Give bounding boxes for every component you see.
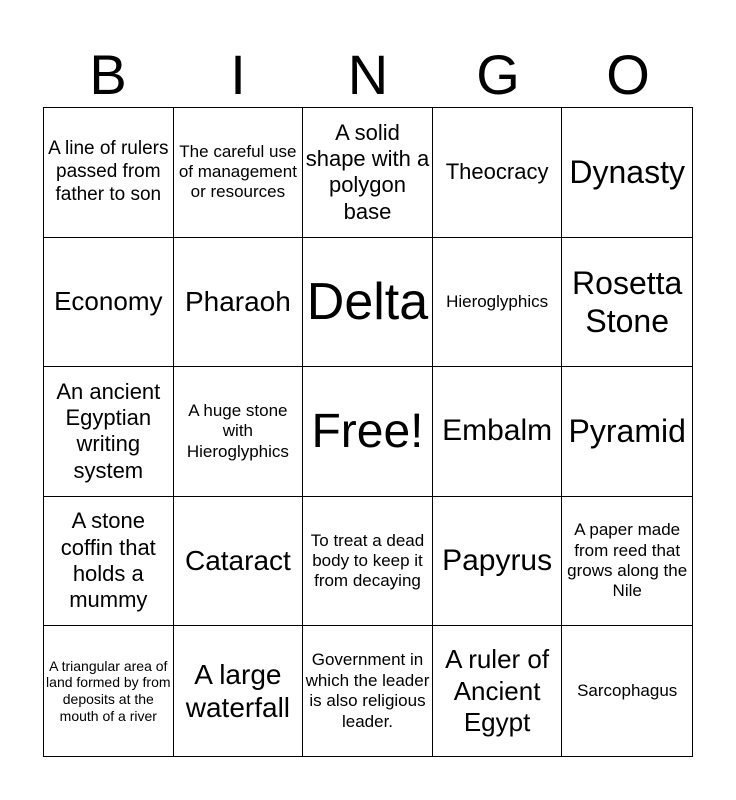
bingo-cell-text: Economy	[54, 286, 163, 317]
bingo-cell	[433, 238, 563, 368]
bingo-cell-text: A triangular area of land formed by from deposits at the mouth of a river	[46, 657, 171, 724]
bingo-cell-text: A huge stone with Hieroglyphics	[186, 400, 289, 461]
bingo-cell	[44, 238, 174, 368]
header-letter-b: B	[89, 43, 127, 106]
bingo-cell	[562, 367, 692, 497]
header-letter-o: O	[606, 43, 650, 106]
bingo-cell-text: Sarcophagus	[577, 681, 678, 700]
bingo-cell	[303, 367, 433, 497]
bingo-cell-text: A stone coffin that holds a mummy	[60, 508, 156, 613]
bingo-cell-text: A solid shape with a polygon base	[305, 119, 430, 224]
bingo-cell-text: To treat a dead body to keep it from decaying	[310, 530, 425, 591]
bingo-cell-text: Dynasty	[569, 154, 685, 191]
bingo-cell-text: Cataract	[184, 545, 291, 577]
bingo-cell	[562, 108, 692, 238]
bingo-cell	[44, 108, 174, 238]
bingo-cell	[174, 497, 304, 627]
bingo-cell-text: Rosetta Stone	[572, 264, 683, 339]
bingo-cell	[174, 367, 304, 497]
bingo-cell	[433, 108, 563, 238]
bingo-cell	[303, 238, 433, 368]
bingo-cell-text: Hieroglyphics	[446, 291, 549, 311]
bingo-cell	[433, 626, 563, 756]
header-letter-n: N	[347, 43, 389, 106]
bingo-cell	[174, 626, 304, 756]
bingo-cell-text: A large waterfall	[185, 658, 291, 724]
bingo-cell-text: An ancient Egyptian writing system	[56, 378, 161, 483]
bingo-cell	[44, 497, 174, 627]
header-letter-i: I	[230, 43, 246, 106]
bingo-cell	[562, 626, 692, 756]
bingo-cell-text: Delta	[306, 272, 429, 331]
bingo-card-grid	[43, 107, 693, 757]
bingo-cell-text: A paper made from reed that grows along the Nile	[567, 520, 688, 601]
bingo-cell-text: A ruler of Ancient Egypt	[445, 644, 550, 737]
bingo-cell	[433, 497, 563, 627]
bingo-cell	[303, 626, 433, 756]
bingo-cell-text: Pharaoh	[184, 286, 291, 318]
bingo-cell-text: Government in which the leader is also religious leader.	[305, 650, 430, 731]
bingo-cell	[562, 497, 692, 627]
bingo-cell-text: Theocracy	[445, 159, 549, 185]
bingo-cell	[433, 367, 563, 497]
bingo-cell	[174, 108, 304, 238]
bingo-cell-text: Embalm	[442, 414, 553, 448]
bingo-cell	[174, 238, 304, 368]
bingo-cell	[562, 238, 692, 368]
bingo-cell-text: The careful use of management or resources	[178, 141, 297, 202]
bingo-cell-text: Papyrus	[442, 544, 553, 578]
bingo-header	[43, 44, 693, 106]
bingo-cell	[303, 108, 433, 238]
bingo-cell-text: Pyramid	[568, 413, 686, 450]
bingo-cell	[44, 367, 174, 497]
bingo-cell	[303, 497, 433, 627]
bingo-cell-text: Free!	[311, 404, 424, 458]
bingo-cell-text: A line of rulers passed from father to son	[48, 138, 169, 205]
header-letter-g: G	[476, 43, 520, 106]
bingo-cell	[44, 626, 174, 756]
